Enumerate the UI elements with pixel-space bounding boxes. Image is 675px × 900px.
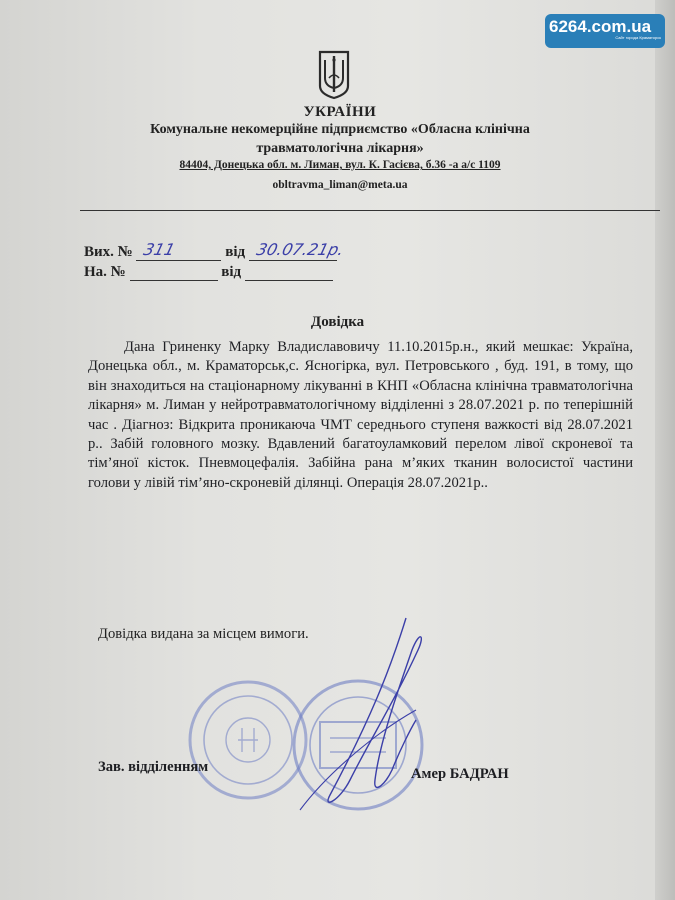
organization-address: 84404, Донецька обл. м. Лиман, вул. К. Гасієва, б.36 -а а/с 1109 <box>179 159 501 171</box>
site-name: 6264.com.ua <box>549 17 652 36</box>
site-caption: Сайт города Краматорск <box>615 35 661 40</box>
signatory-name: Амер БАДРАН <box>411 766 509 782</box>
incoming-reference <box>84 262 333 281</box>
out-label: Вих. № <box>84 244 133 260</box>
signatory-role: Зав. відділенням <box>98 759 209 775</box>
org-line-2: травматологічна лікарня» <box>256 141 424 156</box>
out-number-field <box>136 242 221 261</box>
document-title: Довідка <box>310 314 365 330</box>
country-heading: УКРАЇНИ <box>303 104 377 120</box>
signature-icon <box>300 618 421 810</box>
site-watermark <box>545 14 665 48</box>
stamps-and-signature <box>180 610 510 850</box>
paper-edge <box>655 0 675 900</box>
outgoing-reference <box>84 240 346 261</box>
organization-email: obltravma_liman@meta.ua <box>272 179 408 191</box>
header-divider <box>80 210 660 211</box>
out-date: 30.07.21р. <box>254 240 346 259</box>
issued-note: Довідка видана за місцем вимоги. <box>98 626 309 642</box>
document-body: Дана Гриненку Марку Владиславовичу 11.10.2015р.н., який мешкає: Україна, Донецька обл., м. Краматорськ,с. Ясногірка, вул. Петровського , буд. 191, в тому, що він знаходиться на стаціонарному лікуванні в КНП «Обласна клінічна травматологічна лікарня» м. Лиман у нейротравматологічному відділенні з 28.07.2021 р. по теперішній час . Діагноз: Відкрита проникаюча ЧМТ середнього ступеня важкості від 28.07.2021 р.. Забій головного мозку. Вдавлений багатоуламковий перелом лівої скроневої та тім’яної кісток. Пневмоцефалія. Забійна рана м’яких тканин волосистої частини голови у лівій тім’яно-скроневій ділянці. Операція 28.07.2021р.. <box>88 339 633 491</box>
organization-name <box>60 120 620 158</box>
out-number: 311 <box>142 240 178 259</box>
out-date-field <box>249 240 346 261</box>
in-date-field <box>245 262 333 281</box>
in-number-field <box>130 262 218 281</box>
trident-icon <box>316 48 352 100</box>
stamp-round-icon <box>190 682 306 798</box>
in-date-label: від <box>221 264 242 280</box>
org-line-1: Комунальне некомерційне підприємство «Обласна клінічна <box>150 122 530 137</box>
out-date-label: від <box>225 244 246 260</box>
in-label: На. № <box>84 264 126 280</box>
